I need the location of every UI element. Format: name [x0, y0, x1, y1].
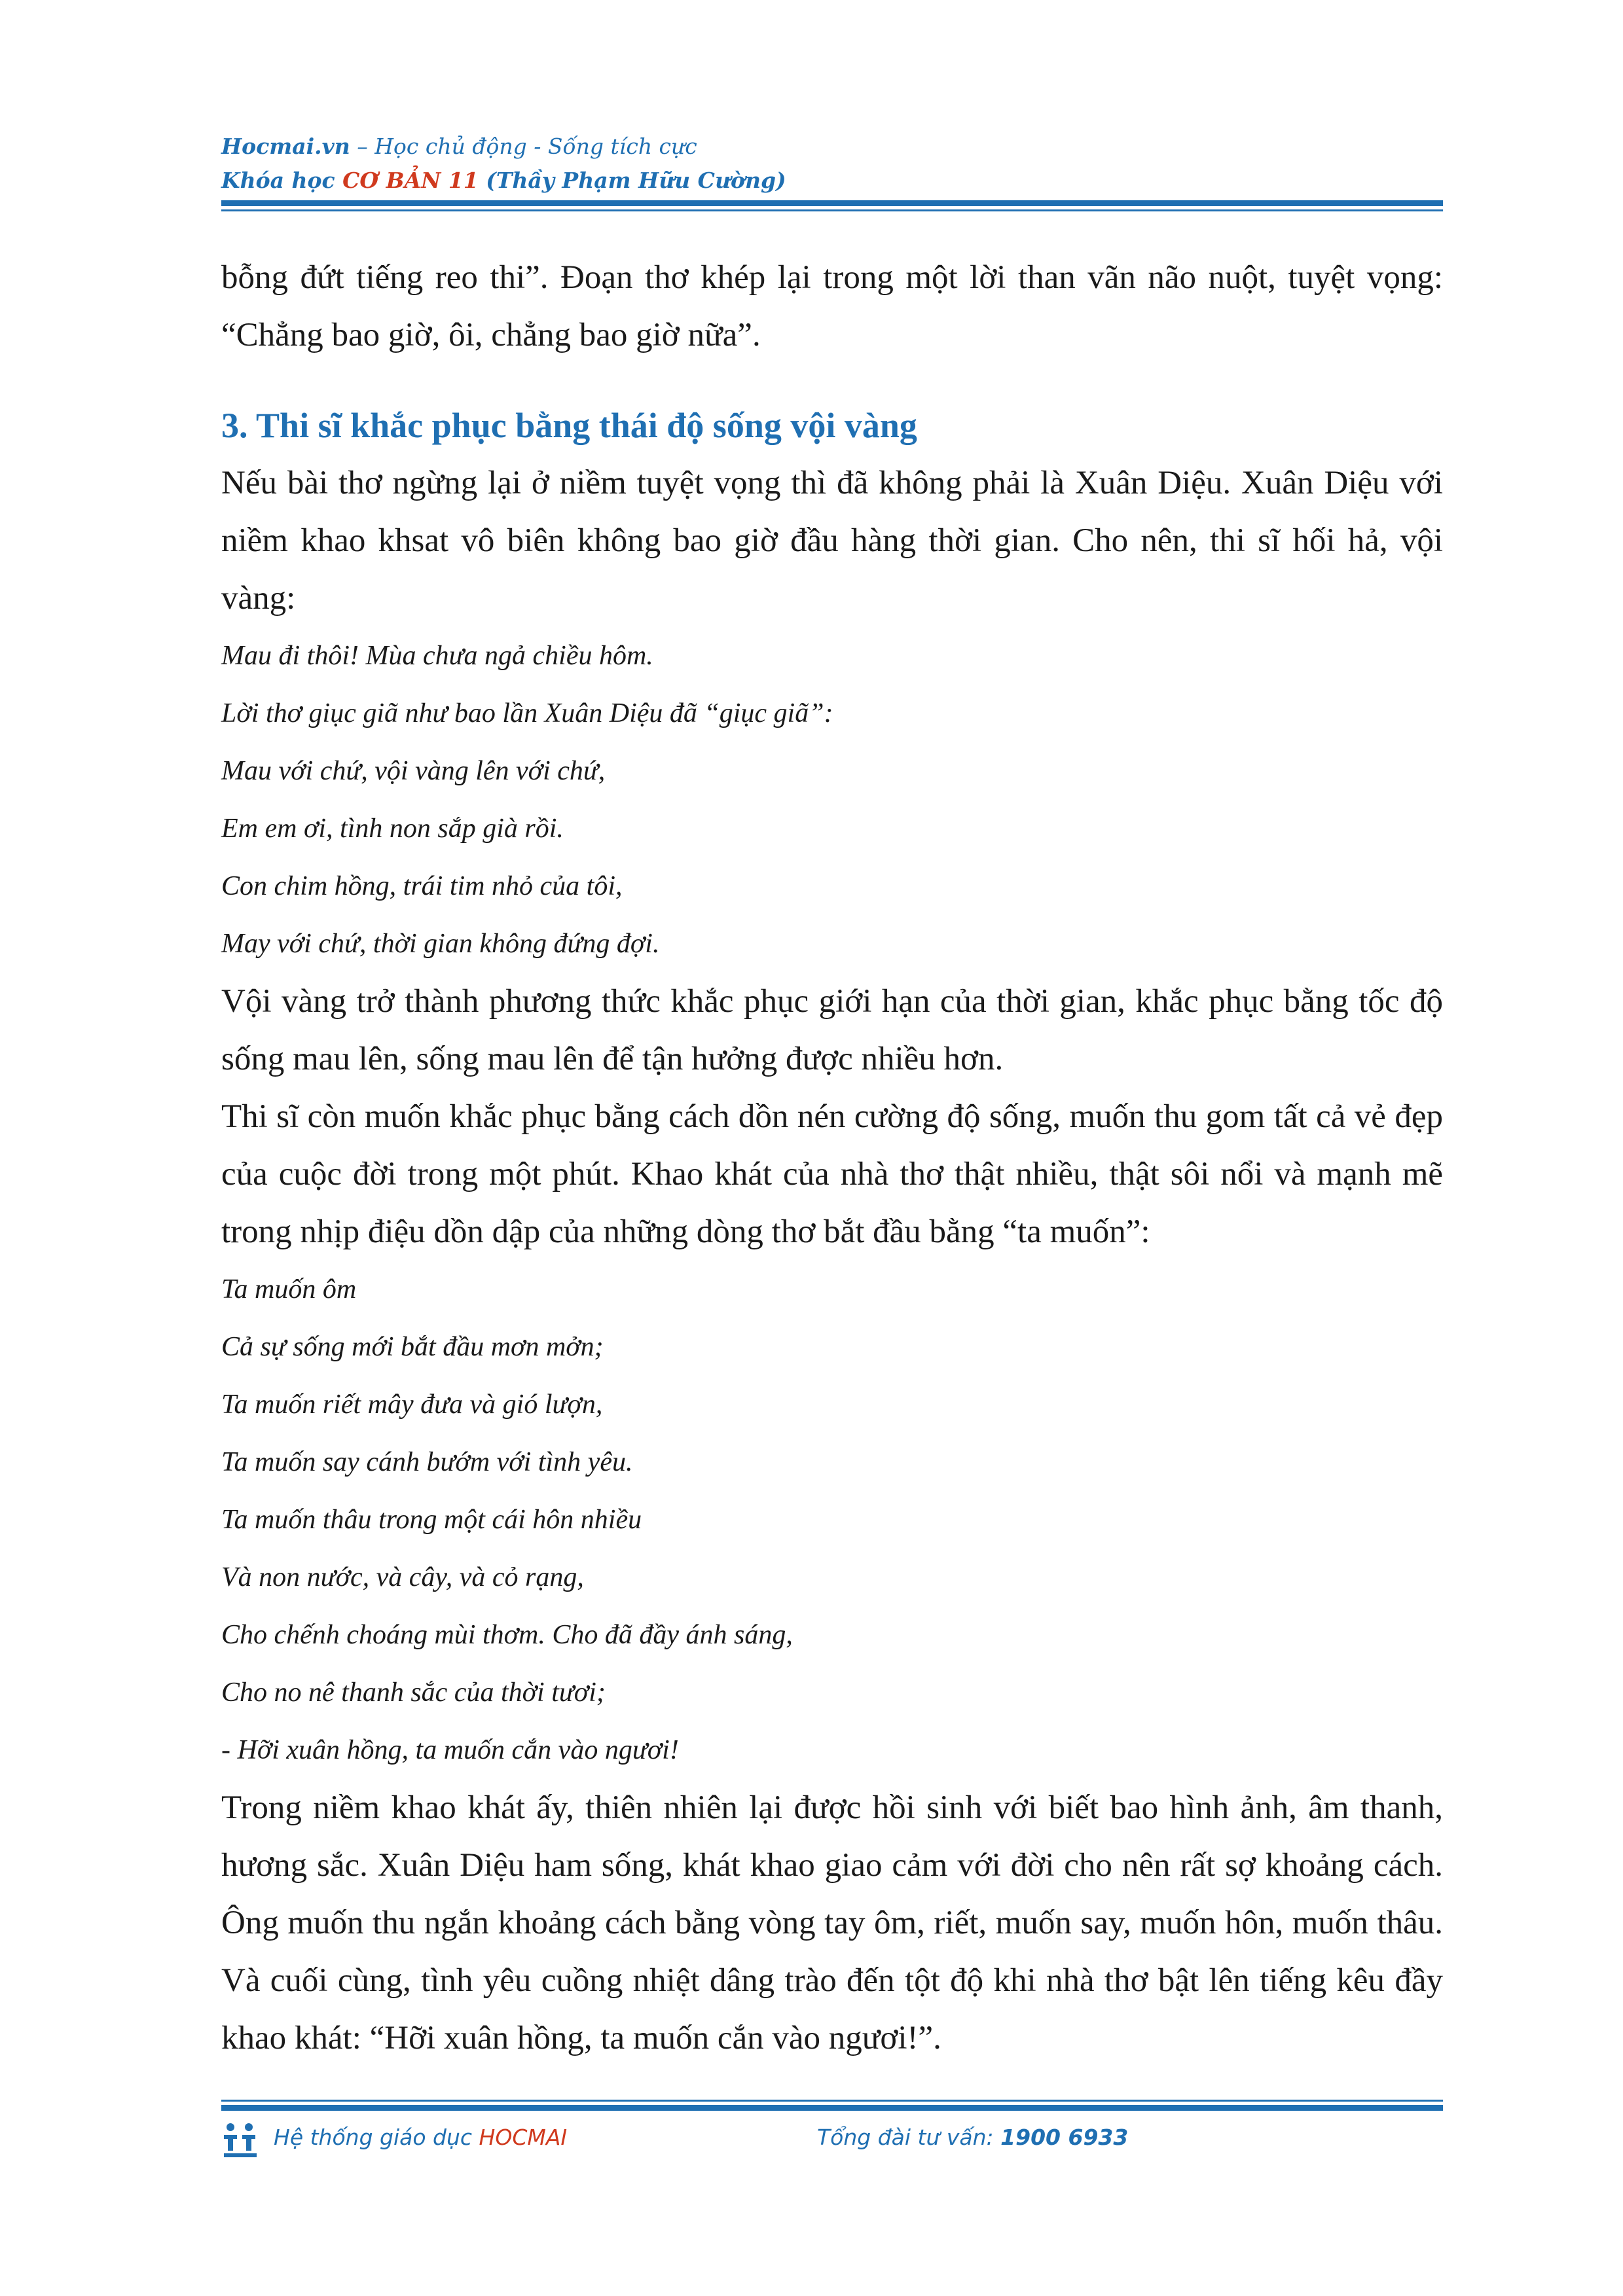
- poem-line: - Hỡi xuân hồng, ta muốn cắn vào ngươi!: [221, 1735, 679, 1765]
- paragraph: Nếu bài thơ ngừng lại ở niềm tuyệt vọng thì đã không phải là Xuân Diệu. Xuân Diệu với niềm khao khsat vô biên không bao giờ đầu hàng thời gian. Cho nên, thi sĩ hối hả, vội vàng:: [221, 465, 1443, 617]
- header-rule-thick: [221, 200, 1443, 206]
- poem-line: Cả sự sống mới bắt đầu mơn mởn;: [221, 1332, 604, 1362]
- poem-line: Ta muốn riết mây đưa và gió lượn,: [221, 1390, 603, 1420]
- paragraph: Trong niềm khao khát ấy, thiên nhiên lại được hồi sinh với biết bao hình ảnh, âm thanh, hương sắc. Xuân Diệu ham sống, khát khao giao cảm với đời cho nên rất sợ khoảng cách. Ông muốn thu ngắn khoảng cách bằng vòng tay ôm, riết, muốn say, muốn hôn, muốn thâu. Và cuối cùng, tình yêu cuồng nhiệt dâng trào đến tột độ khi nhà thơ bật lên tiếng kêu đầy khao khát: “Hỡi xuân hồng, ta muốn cắn vào ngươi!”.: [221, 1789, 1443, 2056]
- poem-line: Và non nước, và cây, và cỏ rạng,: [221, 1562, 584, 1592]
- course-teacher: (Thầy Phạm Hữu Cường): [478, 168, 786, 193]
- section-heading: 3. Thi sĩ khắc phục bằng thái độ sống vội vàng: [221, 406, 917, 445]
- header-slogan: – Học chủ động - Sống tích cực: [350, 134, 697, 159]
- poem-line: Ta muốn thâu trong một cái hôn nhiều: [221, 1505, 642, 1535]
- paragraph: Vội vàng trở thành phương thức khắc phục giới hạn của thời gian, khắc phục bằng tốc độ sống mau lên, sống mau lên để tận hưởng được nhiều hơn.: [221, 983, 1443, 1077]
- footer-phone-number[interactable]: 1900 6933: [1000, 2125, 1129, 2150]
- poem-line: Lời thơ giục giã như bao lần Xuân Diệu đã “giục giã”:: [221, 698, 833, 728]
- poem-line: Em em ơi, tình non sắp già rồi.: [221, 814, 564, 844]
- header-slogan-line: [221, 130, 1443, 164]
- paragraph: Thi sĩ còn muốn khắc phục bằng cách dồn nén cường độ sống, muốn thu gom tất cả vẻ đẹp của cuộc đời trong một phút. Khao khát của nhà thơ thật nhiều, thật sôi nổi và mạnh mẽ trong nhịp điệu dồn dập của những dòng thơ bắt đầu bằng “ta muốn”:: [221, 1098, 1443, 1250]
- page-footer: [221, 2121, 1443, 2160]
- page-header: [221, 130, 1443, 198]
- course-prefix: Khóa học: [221, 168, 343, 193]
- poem-line: Cho chếnh choáng mùi thơm. Cho đã đầy ánh sáng,: [221, 1620, 793, 1650]
- header-course-line: [221, 164, 1443, 198]
- poem-line: Ta muốn ôm: [221, 1274, 357, 1304]
- footer-left-prefix: Hệ thống giáo dục: [274, 2125, 479, 2150]
- footer-rule-thick: [221, 2105, 1443, 2111]
- header-rule-thin: [221, 209, 1443, 211]
- hocmai-logo-icon: [221, 2121, 259, 2159]
- site-brand-link[interactable]: Hocmai.vn: [221, 134, 350, 159]
- document-body: [221, 249, 1443, 2067]
- footer-hotline-label: Tổng đài tư vấn:: [817, 2125, 1001, 2150]
- footer-rule-thin: [221, 2100, 1443, 2102]
- poem-line: May với chứ, thời gian không đứng đợi.: [221, 929, 660, 959]
- poem-line: Cho no nê thanh sắc của thời tươi;: [221, 1677, 606, 1708]
- poem-line: Mau đi thôi! Mùa chưa ngả chiều hôm.: [221, 641, 653, 671]
- poem-line: Mau với chứ, vội vàng lên với chứ,: [221, 756, 606, 786]
- course-level: CƠ BẢN 11: [342, 168, 479, 193]
- footer-hotline: [817, 2125, 1128, 2150]
- poem-line: Con chim hồng, trái tim nhỏ của tôi,: [221, 871, 623, 901]
- footer-education-system: [274, 2125, 567, 2150]
- poem-line: Ta muốn say cánh bướm với tình yêu.: [221, 1447, 633, 1477]
- footer-brand: HOCMAI: [479, 2125, 568, 2150]
- paragraph: bỗng đứt tiếng reo thi”. Đoạn thơ khép lại trong một lời than vãn não nuột, tuyệt vọng: “Chẳng bao giờ, ôi, chẳng bao giờ nữa”.: [221, 259, 1443, 353]
